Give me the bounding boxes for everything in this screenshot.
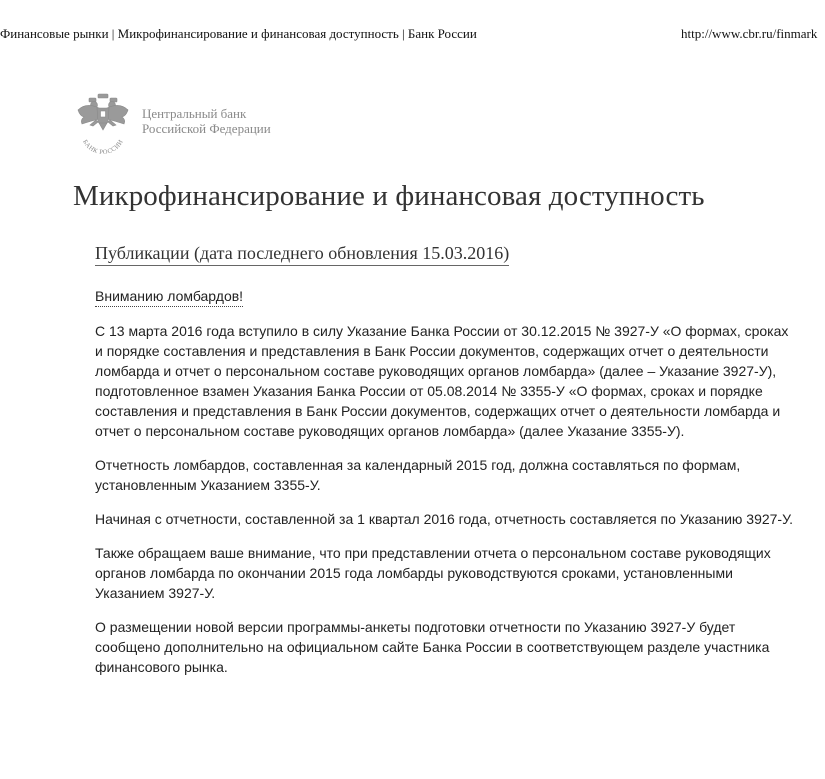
logo-line-1: Центральный банк <box>142 106 247 121</box>
notice-link[interactable]: Вниманию ломбардов! <box>95 286 243 307</box>
logo-line-2: Российской Федерации <box>142 121 271 136</box>
article-paragraph-4: Также обращаем ваше внимание, что при представлении отчета о персональном составе руководящих органов ломбарда по окончании 2015 года ломбарды руководствуются сроками, установленными Указанием 3927-У. <box>95 545 771 601</box>
print-header-url: http://www.cbr.ru/finmark <box>681 26 818 41</box>
article-paragraph-3: Начиная с отчетности, составленной за 1 квартал 2016 года, отчетность составляется по Указанию 3927-У. <box>95 511 794 527</box>
logo-text <box>142 106 271 136</box>
article-paragraph-5: О размещении новой версии программы-анкеты подготовки отчетности по Указанию 3927-У будет сообщено дополнительно на официальном сайте Банка России в соответствующем разделе участника финансового рынка. <box>95 619 770 675</box>
print-header <box>0 26 825 44</box>
page-title: Микрофинансирование и финансовая доступность <box>73 180 705 212</box>
double-headed-eagle-emblem-icon <box>72 92 134 154</box>
article-paragraph-1: С 13 марта 2016 года вступило в силу Указание Банка России от 30.12.2015 № 3927-У «О формах, сроках и порядке составления и представления в Банк России документов, содержащих отчет о деятельности ломбарда и отчет о персональном составе руководящих органов ломбарда» (далее – Указание 3927-У), подготовленное взамен Указания Банка России от 05.08.2014 № 3355-У «О формах, сроках и порядке составления и представления в Банк России документов, содержащих отчет о деятельности ломбарда и отчет о персональном составе руководящих органов ломбарда» (далее Указание 3355-У). <box>95 323 789 439</box>
bank-logo[interactable] <box>72 92 312 154</box>
svg-text:БАНК РОССИИ <box>81 139 125 154</box>
article-paragraph-2: Отчетность ломбардов, составленная за календарный 2015 год, должна составляться по формам, установленным Указанием 3355-У. <box>95 457 741 493</box>
article-body <box>95 286 795 691</box>
print-header-title: Финансовые рынки | Микрофинансирование и финансовая доступность | Банк России <box>0 26 477 41</box>
emblem-caption: БАНК РОССИИ <box>81 138 125 154</box>
section-heading: Публикации (дата последнего обновления 15.03.2016) <box>95 243 509 266</box>
